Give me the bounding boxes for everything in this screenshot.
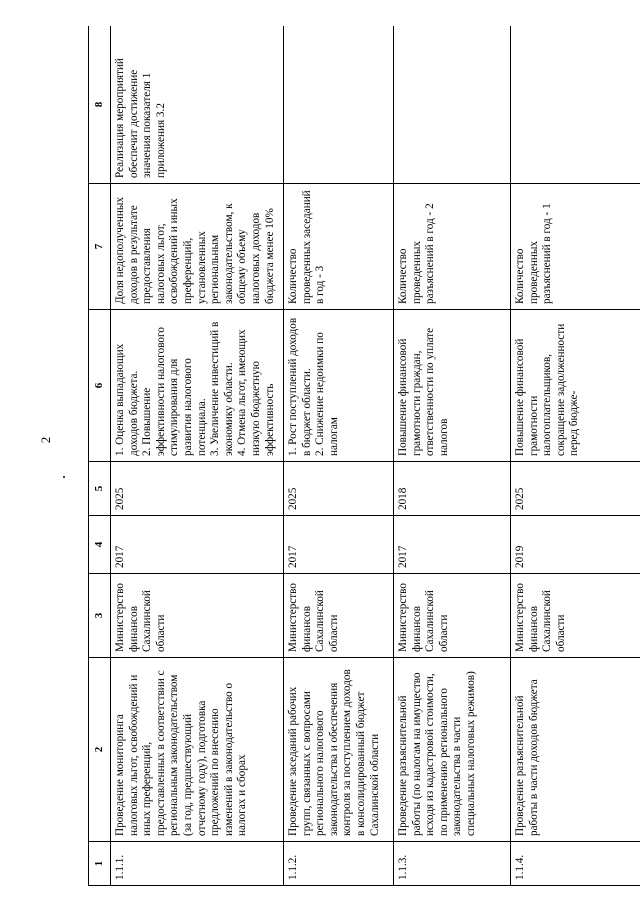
executor: Министерство финансов Сахалинской области: [284, 574, 394, 658]
rotated-table-container: [88, 26, 640, 886]
note: Реализация мероприятий обеспечит достижение значения показателя 1 приложения 3.2: [111, 26, 284, 184]
start-year: 2017: [111, 516, 284, 574]
table-row: [394, 26, 511, 886]
row-number: 1.1.1.: [111, 842, 284, 886]
table-row: [111, 26, 284, 886]
row-number: 1.1.3.: [394, 842, 511, 886]
measure-name: Проведение разъяснительной работы (по налогам на имущество исходя из кадастровой стоимости, по применению регионального законодательства в части специальных налоговых режимов): [394, 658, 511, 842]
expected-result: Повышение финансовой грамотности налогоплательщиков, сокращение задолженности перед бюдже-: [511, 310, 640, 462]
executor: Министерство финансов Сахалинской области: [511, 574, 640, 658]
note: [511, 26, 640, 184]
measure-name: Проведение разъяснительной работы в части доходов бюджета: [511, 658, 640, 842]
end-year: 2025: [111, 462, 284, 516]
scan-dot: [63, 476, 65, 478]
header-col-3: 3: [89, 574, 111, 658]
indicator: Доля недополученных доходов в результате предоставления налоговых льгот, освобождений и иных преференций, установленных региональным законодательством, к общему объему налоговых доходов бюджета менее 10%: [111, 184, 284, 310]
header-col-6: 6: [89, 310, 111, 462]
indicator: Количество проведенных разъяснений в год - 2: [394, 184, 511, 310]
header-col-5: 5: [89, 462, 111, 516]
end-year: 2025: [284, 462, 394, 516]
note: [394, 26, 511, 184]
start-year: 2017: [284, 516, 394, 574]
expected-result: Повышение финансовой грамотности граждан, ответственности по уплате налогов: [394, 310, 511, 462]
header-row: [89, 26, 111, 886]
end-year: 2025: [511, 462, 640, 516]
row-number: 1.1.2.: [284, 842, 394, 886]
start-year: 2019: [511, 516, 640, 574]
header-col-8: 8: [89, 26, 111, 184]
end-year: 2018: [394, 462, 511, 516]
measure-name: Проведение мониторинга налоговых льгот, освобождений и иных преференций, предоставленных в соответствии с региональным законодательством (за год, предшествующий отчетному году), подготовка предложений по внесению изменений в законодательство о налогах и сборах: [111, 658, 284, 842]
table-row: [284, 26, 394, 886]
indicator: Количество проведенных заседаний в год - 3: [284, 184, 394, 310]
header-col-2: 2: [89, 658, 111, 842]
executor: Министерство финансов Сахалинской области: [394, 574, 511, 658]
indicator: Количество проведенных разъяснений в год - 1: [511, 184, 640, 310]
note: [284, 26, 394, 184]
executor: Министерство финансов Сахалинской области: [111, 574, 284, 658]
measures-table: [88, 26, 640, 886]
measure-name: Проведение заседаний рабочих групп, связанных с вопросами регионального налогового законодательства и обеспечения контроля за поступлением доходов в консолидированный бюджет Сахалинской области: [284, 658, 394, 842]
expected-result: 1. Рост поступлений доходов в бюджет области. 2. Снижение недоимки по налогам: [284, 310, 394, 462]
expected-result: 1. Оценка выпадающих доходов бюджета. 2. Повышение эффективности налогового стимулирования для развития налогового потенциала. 3. Увеличение инвестиций в экономику области. 4. Отмена льгот, имеющих низкую бюджетную эффективность: [111, 310, 284, 462]
row-number: 1.1.4.: [511, 842, 640, 886]
header-col-7: 7: [89, 184, 111, 310]
header-col-4: 4: [89, 516, 111, 574]
start-year: 2017: [394, 516, 511, 574]
header-col-1: 1: [89, 842, 111, 886]
page-number: 2: [38, 436, 53, 444]
table-row: [511, 26, 640, 886]
